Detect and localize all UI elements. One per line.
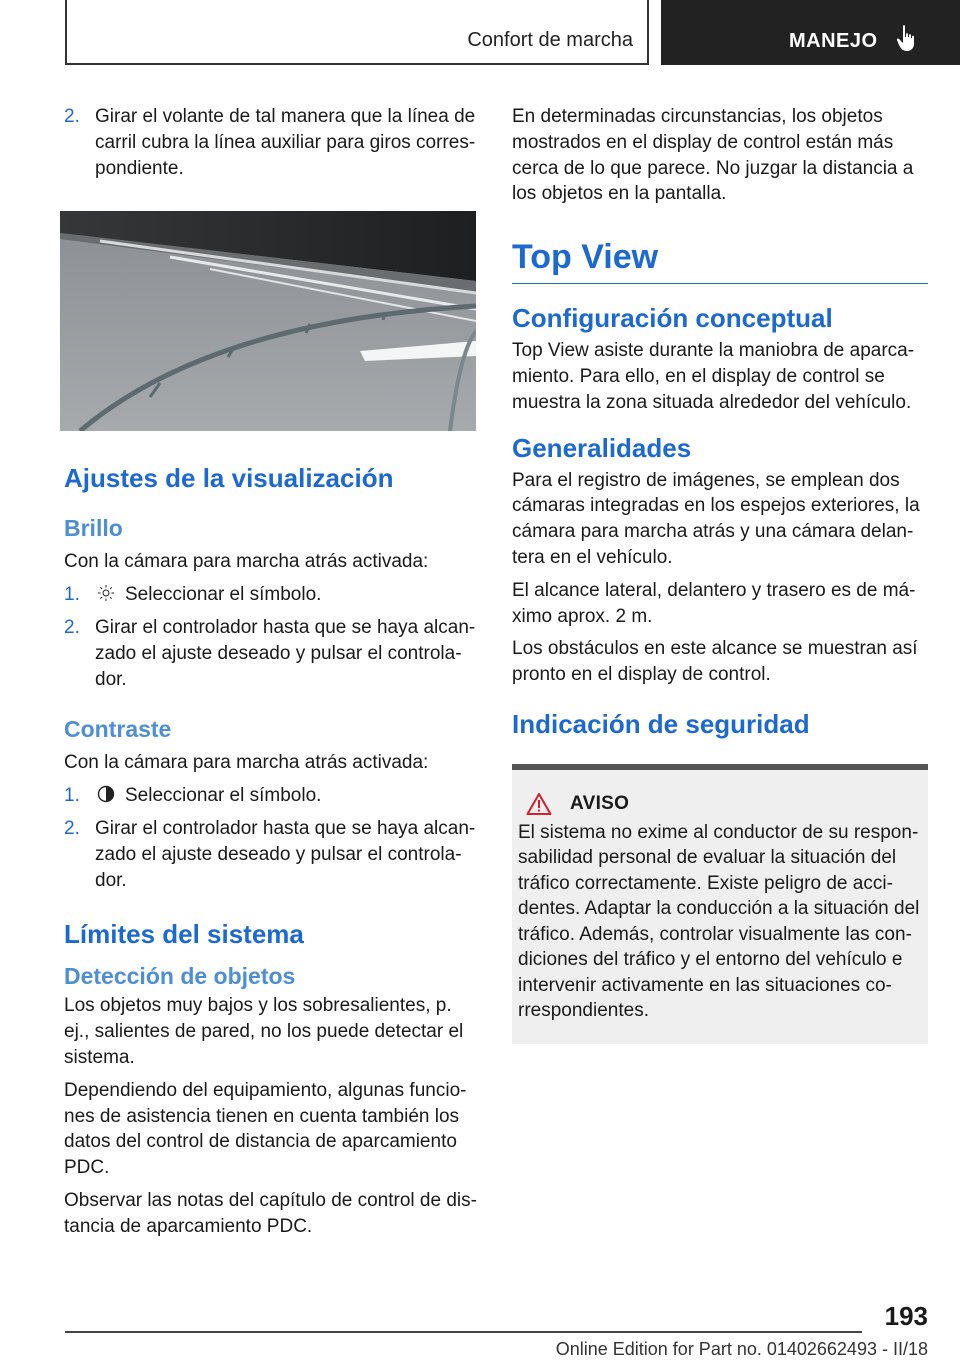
concept-text: Top View asiste durante la maniobra de aparcamiento. Para ello, en el display de control se muestra la zona situada alrededor del vehículo.	[512, 340, 915, 413]
general-paragraph-3: Los obstáculos en este alcance se muestran así pronto en el display de control.	[512, 638, 918, 686]
brightness-intro: Con la cámara para marcha atrás activada:	[64, 551, 429, 573]
brightness-heading: Brillo	[64, 515, 123, 542]
safety-heading: Indicación de seguridad	[512, 708, 810, 739]
list-item	[64, 816, 480, 893]
step-text: Seleccionar el símbolo.	[125, 584, 322, 606]
header-section-title: Confort de marcha	[467, 29, 633, 51]
general-paragraph-2: El alcance lateral, delantero y trasero es de máximo aprox. 2 m.	[512, 579, 916, 627]
system-limits-heading: Límites del sistema	[64, 919, 304, 950]
rear-camera-image	[60, 211, 476, 431]
header-section-box	[65, 0, 649, 65]
concept-heading: Configuración conceptual	[512, 303, 833, 334]
display-settings-heading: Ajustes de la visualización	[64, 463, 394, 494]
right-column	[512, 104, 928, 1044]
step-text: Seleccionar el símbolo.	[125, 785, 322, 807]
top-view-heading: Top View	[512, 237, 928, 284]
step-text: Girar el controlador hasta que se haya alcanzado el ajuste deseado y pulsar el controlador.	[95, 616, 476, 690]
step-number: 2.	[64, 817, 80, 839]
steering-steps	[64, 104, 480, 181]
step-number: 2.	[64, 106, 80, 127]
distance-note: En determinadas circunstancias, los objetos mostrados en el display de control están más cerca de lo que parece. No juzgar la distancia a los objetos en la pantalla.	[512, 106, 914, 205]
list-item	[64, 104, 480, 181]
list-item	[64, 582, 480, 608]
warning-box	[512, 764, 928, 1044]
contrast-heading: Contraste	[64, 716, 172, 743]
warning-title: AVISO	[570, 792, 630, 814]
list-item	[64, 615, 480, 692]
warning-text: El sistema no exime al conductor de su responsabilidad personal de evaluar la situación del tráfico correctamente. Existe peligro de accidentes. Adaptar la conducción a la situación del tráfico. Además, controlar visualmente las condiciones del tráfico y el entorno del vehículo e intervenir activamente en las situaciones correspondientes.	[518, 821, 920, 1022]
step-text: Girar el volante de tal manera que la línea de carril cubra la línea auxiliar para giros correspondiente.	[95, 106, 476, 179]
list-item	[64, 783, 480, 809]
contrast-intro: Con la cámara para marcha atrás activada:	[64, 752, 429, 774]
footer-edition: Online Edition for Part no. 01402662493 - II/18	[555, 1339, 928, 1359]
object-detection-heading: Detección de objetos	[64, 963, 296, 990]
step-number: 2.	[64, 616, 80, 638]
general-heading: Generalidades	[512, 432, 692, 463]
header-chapter-title: MANEJO	[789, 30, 878, 52]
footer-divider	[65, 1331, 862, 1333]
contrast-icon	[97, 785, 115, 803]
contrast-steps	[64, 783, 480, 893]
warning-header	[518, 792, 920, 816]
header-chapter-box	[661, 0, 960, 65]
detection-paragraph-1: Los objetos muy bajos y los sobresalientes, p. ej., salientes de pared, no los puede detectar el sistema.	[64, 995, 464, 1068]
pointing-hand-icon	[896, 24, 920, 52]
left-column	[64, 104, 480, 1247]
general-paragraph-1: Para el registro de imágenes, se emplean dos cámaras integradas en los espejos exteriores, la cámara para marcha atrás y una cámara delantera en el vehículo.	[512, 469, 920, 568]
step-number: 1.	[64, 785, 80, 807]
page-number: 193	[884, 1301, 928, 1331]
step-text: Girar el controlador hasta que se haya alcanzado el ajuste deseado y pulsar el controlador.	[95, 817, 476, 891]
detection-paragraph-2: Dependiendo del equipamiento, algunas funciones de asistencia tienen en cuenta también los datos del control de distancia de aparcamiento PDC.	[64, 1079, 467, 1179]
brightness-steps	[64, 582, 480, 692]
detection-paragraph-3: Observar las notas del capítulo de control de distancia de aparcamiento PDC.	[64, 1189, 477, 1237]
warning-triangle-icon	[526, 792, 552, 816]
brightness-icon	[97, 584, 115, 602]
step-number: 1.	[64, 584, 80, 606]
